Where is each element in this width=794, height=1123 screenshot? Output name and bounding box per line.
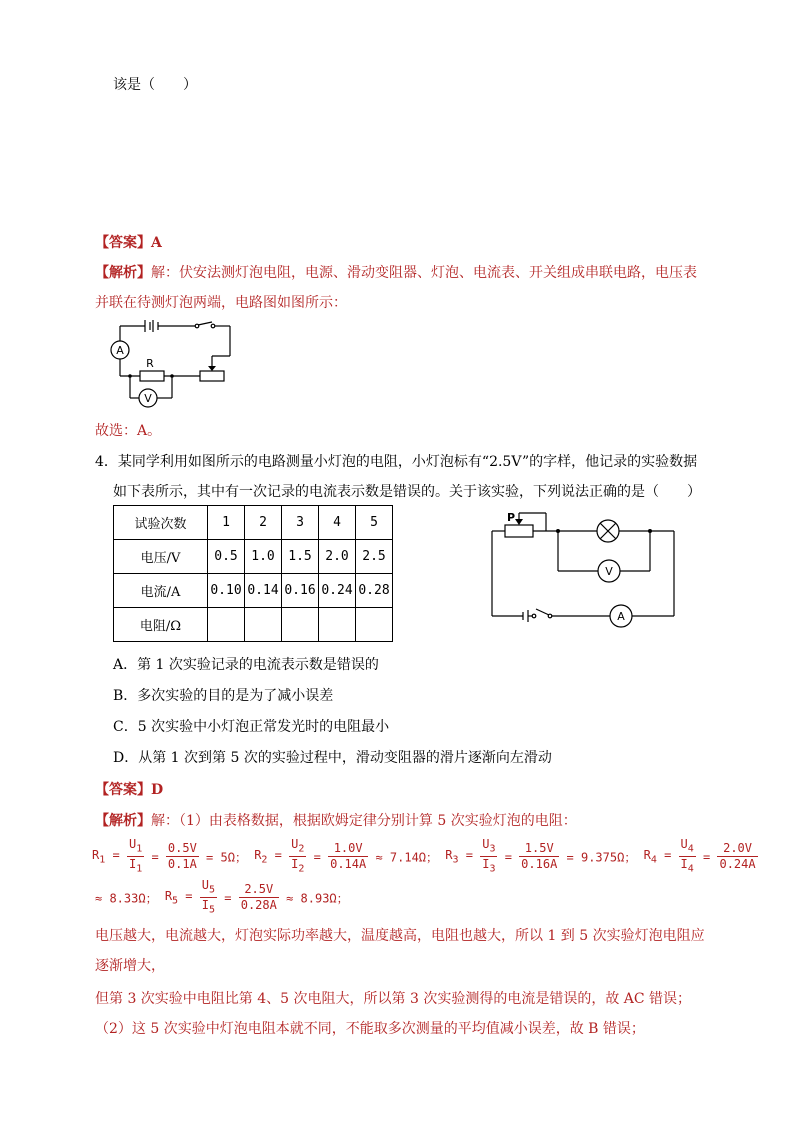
r3-ui-fraction: $\frac{U_3}{I_3}$ — [482, 837, 496, 875]
r2-value-fraction: $\frac{1.0V}{0.14A}$ — [330, 841, 367, 872]
table-cell — [245, 608, 282, 642]
slider-arrow — [515, 519, 523, 525]
row-header: 试验次数 — [114, 506, 208, 540]
para-1-line-1: 电压越大，电流越大，灯泡实际功率越大，温度越高，电阻也越大，所以 1 到 5 次实验灯泡电阻应 — [95, 928, 705, 944]
answer-line — [95, 232, 162, 252]
r3-result: = 9.375Ω； — [566, 850, 637, 865]
r3-value-fraction: $\frac{1.5V}{0.16A}$ — [521, 841, 558, 872]
q4-stem-line-1: 4．某同学利用如图所示的电路测量小灯泡的电阻，小灯泡标有“2.5V”的字样，他记录的实验数据 — [95, 454, 698, 470]
r1-ui-fraction: $\frac{U_1}{I_1}$ — [128, 837, 143, 875]
r1-symbol: $R_1$ = — [92, 848, 127, 866]
r1-result: = 5Ω； — [206, 850, 247, 865]
answer-label: 【答案】 — [95, 235, 151, 251]
r5-value-fraction: $\frac{2.5V}{0.28A}$ — [240, 882, 277, 913]
r4-ui-fraction: $\frac{U_4}{I_4}$ — [680, 837, 694, 875]
answer-value: A — [151, 235, 162, 251]
para-2: 但第 3 次实验中电阻比第 4、5 次电阻大，所以第 3 次实验测得的电流是错误的，故 AC 错误； — [95, 991, 692, 1007]
r5-symbol: $R_5$ = — [164, 889, 200, 907]
table-cell: 0.16 — [282, 574, 319, 608]
slider-label: P — [507, 511, 516, 524]
table-cell — [319, 608, 356, 642]
para-1-line-2: 逐渐增大， — [95, 958, 165, 974]
table-cell: 1.0 — [245, 540, 282, 574]
table-cell: 0.28 — [356, 574, 393, 608]
table-cell: 4 — [319, 506, 356, 540]
option-c: C．5 次实验中小灯泡正常发光时的电阻最小 — [113, 719, 390, 735]
r4-symbol: $R_4$ = — [643, 848, 679, 866]
circuit-diagram-q3 — [100, 318, 240, 410]
table-cell: 0.10 — [208, 574, 245, 608]
r4-value-fraction: $\frac{2.0V}{0.24A}$ — [719, 841, 756, 872]
answer-label: 【答案】 — [95, 782, 151, 798]
slider-arrow — [208, 366, 216, 371]
table-row — [114, 608, 393, 642]
table-cell: 5 — [356, 506, 393, 540]
table-cell: 2.0 — [319, 540, 356, 574]
ammeter-label: A — [617, 610, 625, 623]
option-d: D．从第 1 次到第 5 次的实验过程中，滑动变阻器的滑片逐渐向左滑动 — [113, 750, 552, 766]
analysis-label: 【解析】 — [95, 265, 151, 281]
answer-line — [95, 779, 163, 799]
voltmeter-label: V — [605, 565, 613, 578]
table-row — [114, 574, 393, 608]
analysis-label: 【解析】 — [95, 813, 151, 829]
analysis-line-2: 并联在待测灯泡两端，电路图如图所示： — [95, 295, 347, 311]
table-cell: 0.5 — [208, 540, 245, 574]
table-cell: 1 — [208, 506, 245, 540]
question-stem-tail: 该是（ ） — [113, 77, 197, 93]
ammeter-label: A — [116, 344, 124, 357]
row-header: 电流/A — [114, 574, 208, 608]
answer-value: D — [151, 782, 164, 798]
voltmeter-label: V — [144, 392, 152, 405]
row-header: 电阻/Ω — [114, 608, 208, 642]
data-table — [113, 505, 393, 642]
table-row — [114, 540, 393, 574]
resistor-label: R — [146, 357, 154, 370]
conclusion: 故选：A。 — [95, 423, 162, 439]
r5-ui-fraction: $\frac{U_5}{I_5}$ — [201, 878, 216, 916]
analysis-intro-line — [95, 810, 577, 830]
table-cell: 0.24 — [319, 574, 356, 608]
formula-line-2: ≈ 8.33Ω； $R_5$ = $\frac{U_5}{I_5}$ = $\frac{2.5V}{0.28A}$ ≈ 8.93Ω； — [95, 878, 349, 916]
analysis-intro: 解：（1）由表格数据，根据欧姆定律分别计算 5 次实验灯泡的电阻： — [151, 813, 577, 829]
table-cell: 1.5 — [282, 540, 319, 574]
table-cell: 2.5 — [356, 540, 393, 574]
para-3: （2）这 5 次实验中灯泡电阻本就不同，不能取多次测量的平均值减小误差，故 B 错误； — [95, 1021, 645, 1037]
row-header: 电压/V — [114, 540, 208, 574]
option-b: B．多次实验的目的是为了减小误差 — [113, 688, 334, 704]
table-cell — [356, 608, 393, 642]
option-a: A．第 1 次实验记录的电流表示数是错误的 — [113, 657, 379, 673]
analysis-text: 解：伏安法测灯泡电阻，电源、滑动变阻器、灯泡、电流表、开关组成串联电路，电压表 — [151, 265, 697, 281]
formula-line-1: $R_1$ = $\frac{U_1}{I_1}$ = $\frac{0.5V}{0.1A}$ = 5Ω； $R_2$ = $\frac{U_2}{I_2}$ = $\frac{1.0V}{0.14A}$ ≈ 7.14Ω； $R_3$ = $\frac{U_3}{I_3}$ = $\frac{1.5V}{0.16A}$ = 9.375Ω； $R_4$ = $\frac{U_4}{I_4}$ = $\frac{2.0V}{0.24A}$ — [92, 837, 756, 875]
table-cell — [208, 608, 245, 642]
circuit-diagram-q4 — [485, 505, 685, 635]
analysis-line-1 — [95, 262, 697, 282]
table-cell: 0.14 — [245, 574, 282, 608]
q4-stem-line-2: 如下表所示，其中有一次记录的电流表示数是错误的。关于该实验，下列说法正确的是（ ） — [113, 484, 701, 500]
table-cell — [282, 608, 319, 642]
table-row — [114, 506, 393, 540]
table-cell: 3 — [282, 506, 319, 540]
r2-result: ≈ 7.14Ω； — [375, 850, 439, 865]
r5-result: ≈ 8.93Ω； — [286, 891, 349, 906]
r2-ui-fraction: $\frac{U_2}{I_2}$ — [291, 837, 305, 875]
r3-symbol: $R_3$ = — [445, 848, 481, 866]
r2-symbol: $R_2$ = — [254, 848, 290, 866]
r1-value-fraction: $\frac{0.5V}{0.1A}$ — [167, 841, 197, 872]
r4-result: ≈ 8.33Ω； — [95, 891, 158, 906]
table-cell: 2 — [245, 506, 282, 540]
